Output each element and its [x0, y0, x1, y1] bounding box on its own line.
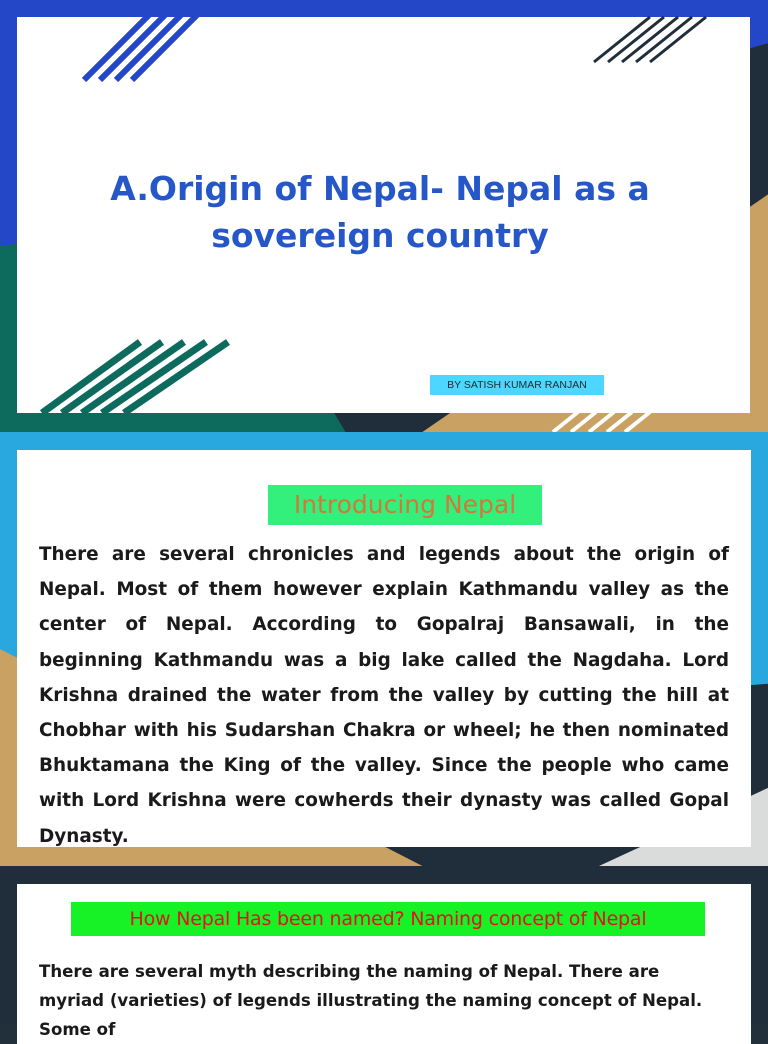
introducing-nepal-slide: [0, 432, 768, 866]
section-heading: How Nepal Has been named? Naming concept of Nepal: [71, 902, 705, 936]
title-slide: [0, 0, 768, 432]
body-paragraph: There are several chronicles and legends about the origin of Nepal. Most of them however explain Kathmandu valley as the center of Nepal. According to Gopalraj Bansawali, in the beginning Kathmandu was a big lake called the Nagdaha. Lord Krishna drained the water from the valley by cutting the hill at Chobhar with his Sudarshan Chakra or wheel; he then nominated Bhuktamana the King of the valley. Since the people who came with Lord Krishna were cowherds their dynasty was called Gopal Dynasty.: [39, 544, 729, 847]
content-card: [17, 884, 751, 1044]
content-card: [17, 450, 751, 847]
author-byline: BY SATISH KUMAR RANJAN: [430, 375, 604, 395]
naming-concept-slide: [0, 866, 768, 1039]
slide-title: A.Origin of Nepal- Nepal as a sovereign country: [110, 169, 650, 255]
body-paragraph: There are several myth describing the naming of Nepal. There are myriad (varieties) of legends illustrating the naming concept of Nepal. Some of: [39, 962, 703, 1039]
section-heading: Introducing Nepal: [268, 485, 542, 525]
